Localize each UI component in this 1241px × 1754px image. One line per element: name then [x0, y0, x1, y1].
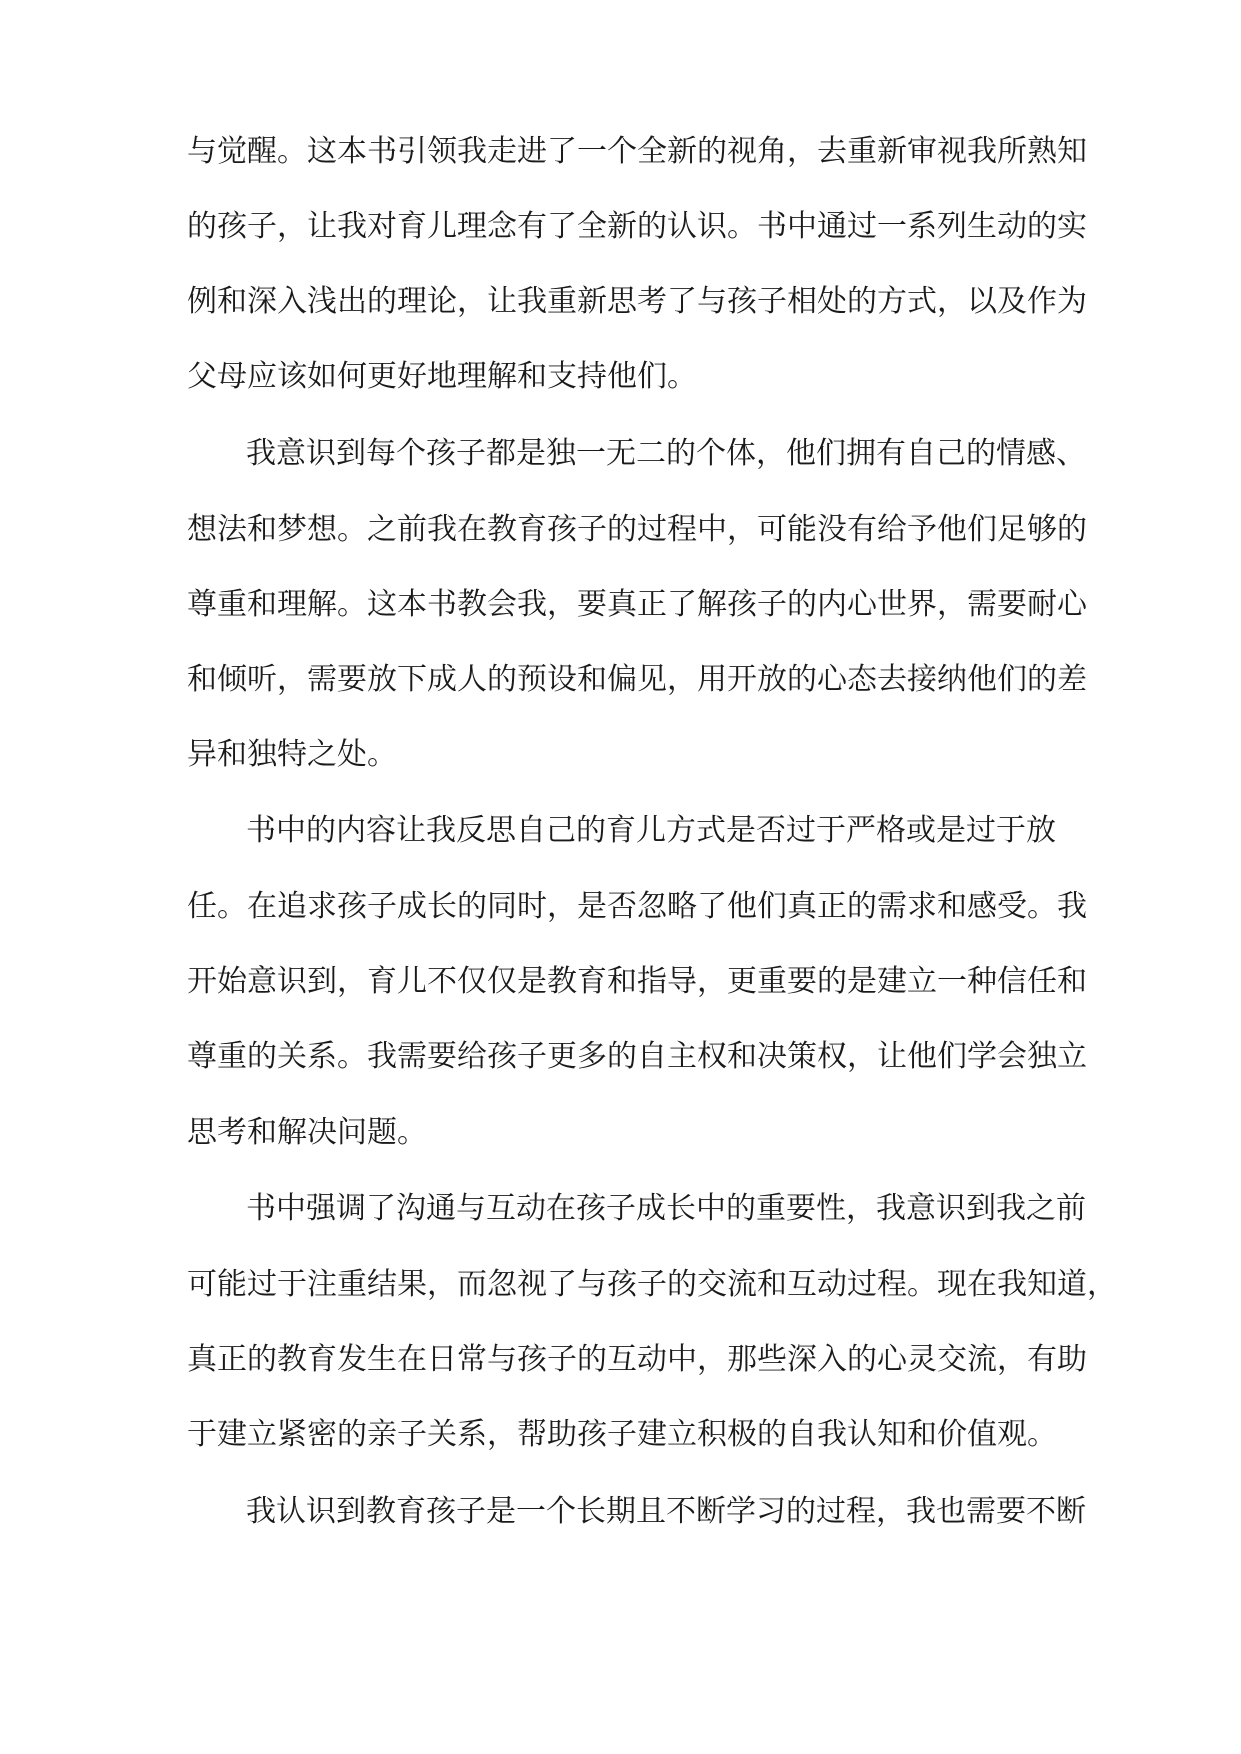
- text-line: 于建立紧密的亲子关系，帮助孩子建立积极的自我认知和价值观。: [187, 1417, 1057, 1452]
- text-line: 的孩子，让我对育儿理念有了全新的认识。书中通过一系列生动的实: [187, 209, 1087, 244]
- paragraph-first-line: 书中强调了沟通与互动在孩子成长中的重要性，我意识到我之前: [246, 1191, 1086, 1226]
- text-line: 开始意识到，育儿不仅仅是教育和指导，更重要的是建立一种信任和: [187, 964, 1087, 999]
- text-line: 思考和解决问题。: [187, 1115, 427, 1150]
- text-line: 真正的教育发生在日常与孩子的互动中，那些深入的心灵交流，有助: [187, 1342, 1087, 1377]
- text-line: 任。在追求孩子成长的同时，是否忽略了他们真正的需求和感受。我: [187, 889, 1087, 924]
- text-line: 可能过于注重结果，而忽视了与孩子的交流和互动过程。现在我知道，: [187, 1267, 1117, 1302]
- text-line: 尊重的关系。我需要给孩子更多的自主权和决策权，让他们学会独立: [187, 1039, 1087, 1074]
- text-line: 例和深入浅出的理论，让我重新思考了与孩子相处的方式，以及作为: [187, 284, 1087, 319]
- text-line: 父母应该如何更好地理解和支持他们。: [187, 359, 697, 394]
- paragraph-first-line: 我认识到教育孩子是一个长期且不断学习的过程，我也需要不断: [246, 1494, 1086, 1529]
- text-line: 与觉醒。这本书引领我走进了一个全新的视角，去重新审视我所熟知: [187, 134, 1087, 169]
- text-line: 尊重和理解。这本书教会我，要真正了解孩子的内心世界，需要耐心: [187, 587, 1087, 622]
- text-line: 异和独特之处。: [187, 737, 397, 772]
- paragraph-first-line: 书中的内容让我反思自己的育儿方式是否过于严格或是过于放: [246, 813, 1056, 848]
- text-line: 和倾听，需要放下成人的预设和偏见，用开放的心态去接纳他们的差: [187, 662, 1087, 697]
- text-line: 想法和梦想。之前我在教育孩子的过程中，可能没有给予他们足够的: [187, 512, 1087, 547]
- paragraph-first-line: 我意识到每个孩子都是独一无二的个体，他们拥有自己的情感、: [246, 436, 1086, 471]
